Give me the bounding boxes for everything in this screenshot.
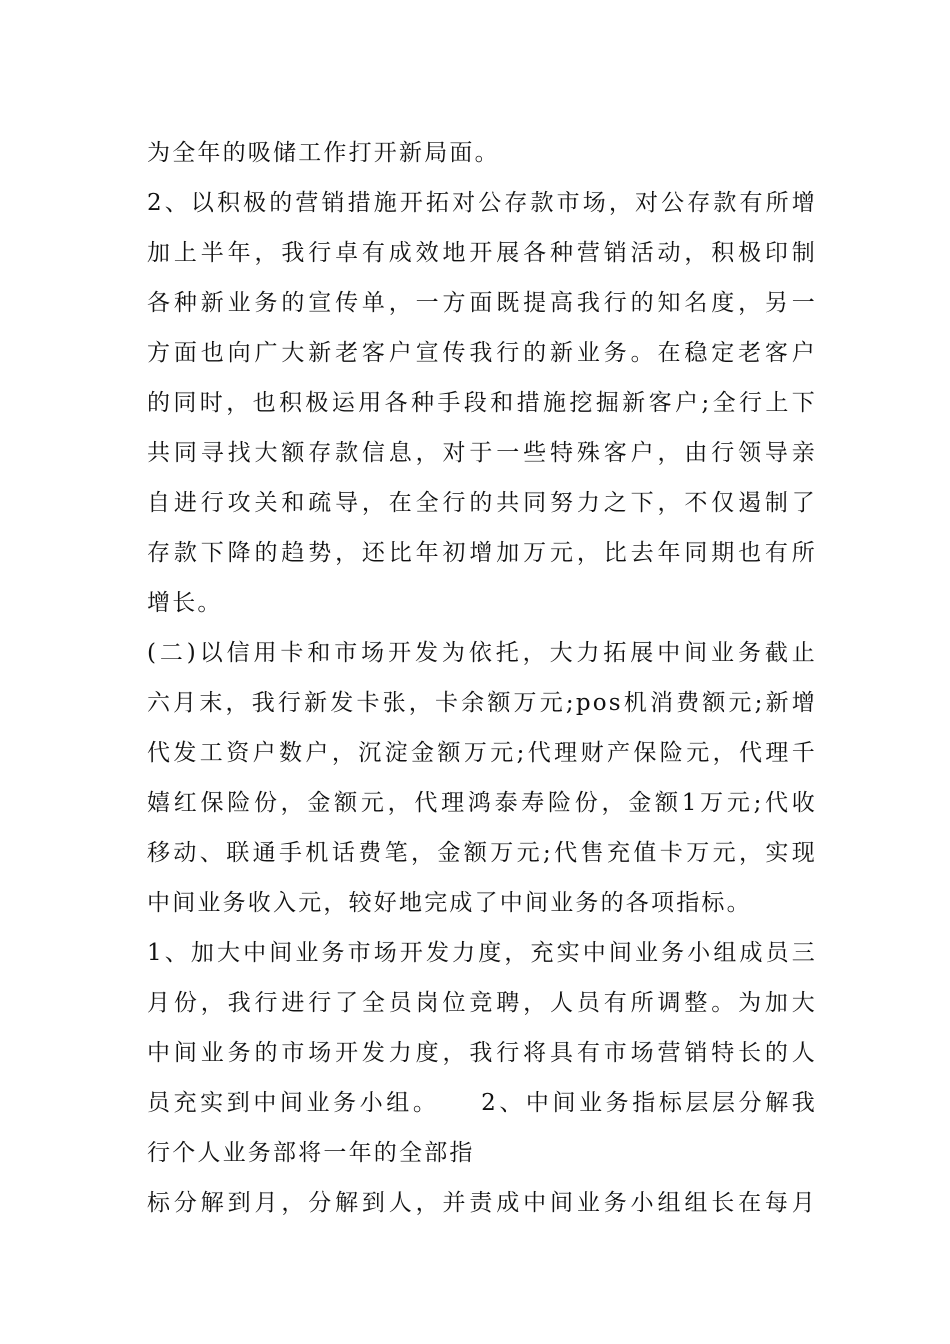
text-line: 2、以积极的营销措施开拓对公存款市场，对公存款有所增 — [147, 190, 817, 216]
text-line: 共同寻找大额存款信息，对于一些特殊客户，由行领导亲 — [147, 440, 817, 466]
text-line: 月份，我行进行了全员岗位竞聘，人员有所调整。为加大 — [147, 990, 817, 1016]
text-line: 1、加大中间业务市场开发力度，充实中间业务小组成员三 — [147, 940, 817, 966]
text-line: (二)以信用卡和市场开发为依托，大力拓展中间业务截止 — [147, 640, 817, 666]
text-line: 的同时，也积极运用各种手段和措施挖掘新客户;全行上下 — [147, 390, 817, 416]
text-line: 嬉红保险份，金额元，代理鸿泰寿险份，金额1万元;代收 — [147, 790, 817, 816]
text-line: 移动、联通手机话费笔，金额万元;代售充值卡万元，实现 — [147, 840, 817, 866]
text-line: 中间业务的市场开发力度，我行将具有市场营销特长的人 — [147, 1040, 817, 1066]
text-line: 加上半年，我行卓有成效地开展各种营销活动，积极印制 — [147, 240, 817, 266]
text-line: 中间业务收入元，较好地完成了中间业务的各项指标。 — [147, 890, 752, 916]
text-line: 六月末，我行新发卡张，卡余额万元;pos机消费额元;新增 — [147, 690, 817, 716]
text-line: 标分解到月，分解到人，并责成中间业务小组组长在每月 — [147, 1190, 817, 1216]
text-line: 增长。 — [147, 590, 223, 616]
text-line: 存款下降的趋势，还比年初增加万元，比去年同期也有所 — [147, 540, 817, 566]
text-line: 为全年的吸储工作打开新局面。 — [147, 140, 500, 166]
text-line: 方面也向广大新老客户宣传我行的新业务。在稳定老客户 — [147, 340, 817, 366]
text-line: 行个人业务部将一年的全部指 — [147, 1140, 475, 1166]
text-line: 自进行攻关和疏导，在全行的共同努力之下，不仅遏制了 — [147, 490, 817, 516]
body-text — [147, 128, 817, 1228]
text-line: 代发工资户数户，沉淀金额万元;代理财产保险元，代理千 — [147, 740, 817, 766]
text-line: 员充实到中间业务小组。 2、中间业务指标层层分解我 — [147, 1090, 817, 1116]
text-line: 各种新业务的宣传单，一方面既提高我行的知名度，另一 — [147, 290, 817, 316]
